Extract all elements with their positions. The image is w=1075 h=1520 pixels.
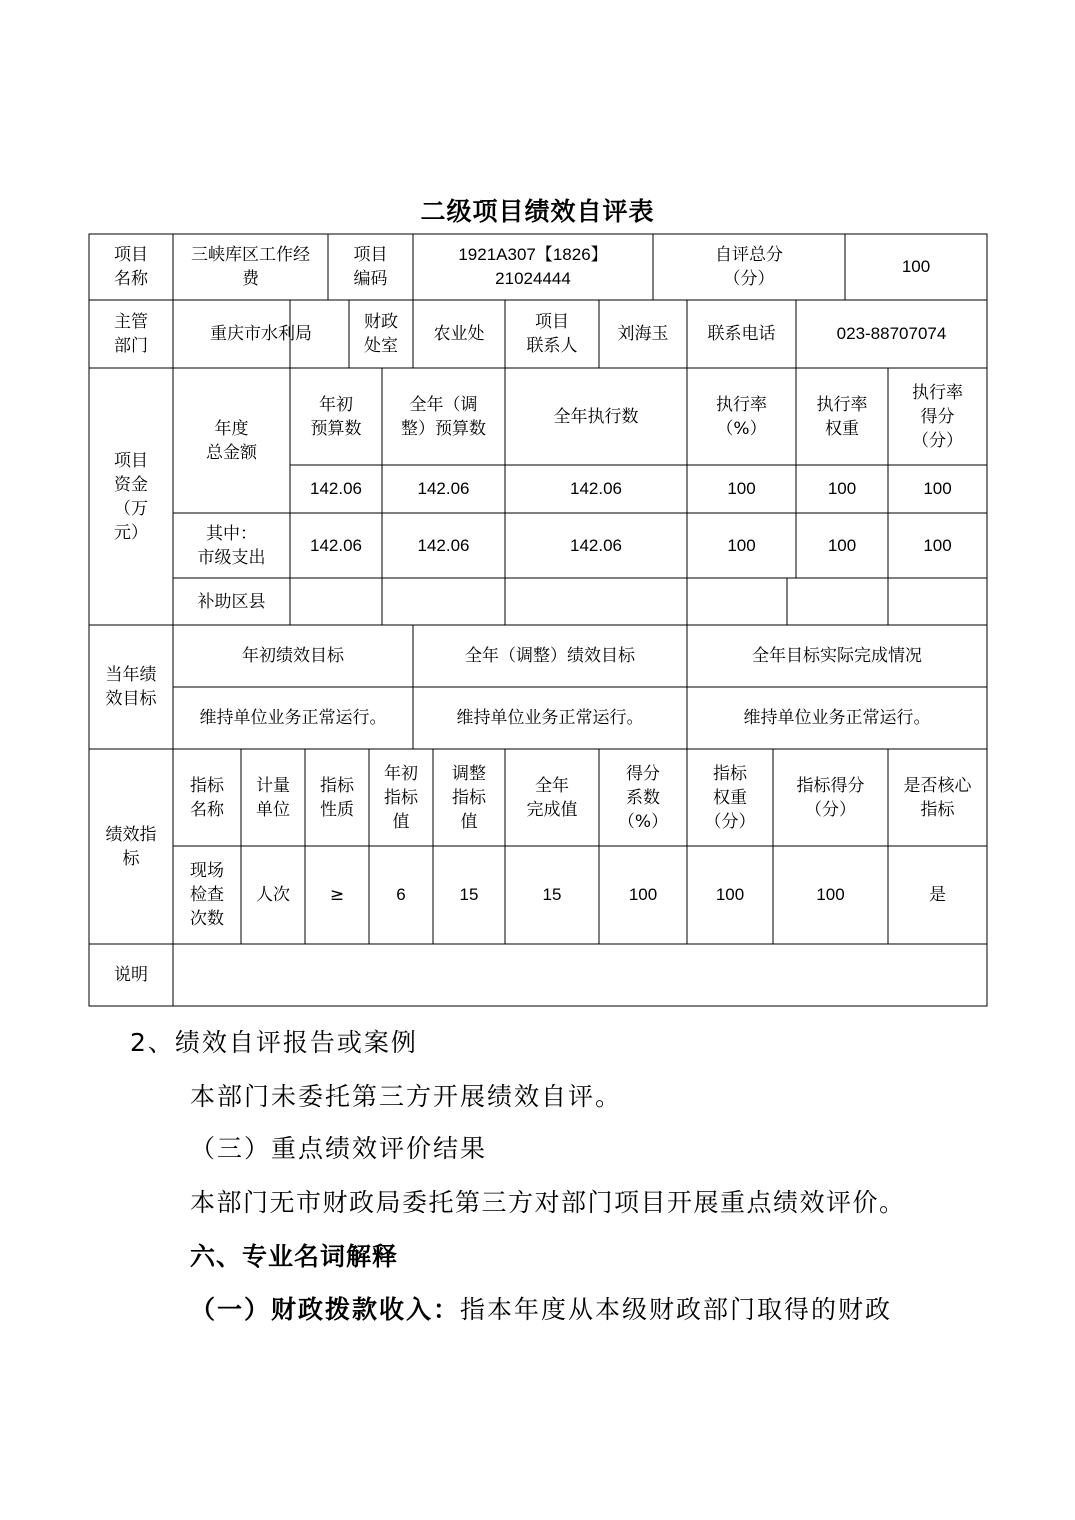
phone-label: 联系电话 — [707, 324, 776, 344]
funds-header: 全年（调 整）预算数 — [401, 394, 486, 439]
paragraph: 本部门无市财政局委托第三方对部门项目开展重点绩效评价。 — [190, 1188, 906, 1217]
indicator-header: 指标得分 （分） — [796, 775, 865, 820]
term-definition: 指本年度从本级财政部门取得的财政 — [460, 1295, 893, 1324]
indicator-cell: 15 — [542, 885, 562, 904]
contact-label: 项目 联系人 — [526, 312, 578, 356]
total-score: 100 — [901, 257, 931, 276]
dept: 重庆市水利局 — [210, 324, 312, 344]
note-label: 说明 — [114, 965, 148, 985]
goals-header: 全年（调整）绩效目标 — [465, 646, 635, 666]
indicator-header: 得分 系数 （%） — [617, 763, 669, 832]
goals-value: 维持单位业务正常运行。 — [199, 708, 387, 728]
indicator-header: 计量 单位 — [256, 775, 290, 820]
section-heading: 六、专业名词解释 — [190, 1242, 399, 1271]
funds-city-cell: 100 — [923, 535, 952, 555]
indicator-cell: 人次 — [256, 885, 290, 905]
indicator-cell: 是 — [929, 885, 946, 905]
indicator-header: 全年 完成值 — [526, 775, 578, 820]
term-label: （一）财政拨款收入： — [190, 1295, 461, 1324]
finance-office-label: 财政 处室 — [364, 312, 398, 356]
phone: 023-88707074 — [836, 324, 947, 343]
goals-value: 维持单位业务正常运行。 — [456, 708, 644, 728]
funds-header: 执行率 （%） — [716, 394, 767, 439]
annual-total-label: 年度 总金额 — [206, 418, 257, 463]
funds-total-cell: 100 — [827, 479, 857, 498]
indicator-header: 是否核心 指标 — [903, 775, 972, 820]
indicator-header: 指标 权重 （分） — [704, 763, 756, 832]
project-name-label: 项目 名称 — [114, 245, 148, 289]
indicator-header: 指标 性质 — [320, 775, 354, 820]
indicator-cell: 100 — [816, 885, 845, 904]
funds-total-cell: 142.06 — [310, 479, 362, 498]
goals-header: 年初绩效目标 — [242, 646, 344, 666]
funds-total-cell: 100 — [727, 479, 756, 498]
table-title: 二级项目绩效自评表 — [420, 197, 655, 226]
funds-city-cell: 100 — [827, 535, 857, 555]
finance-office: 农业处 — [433, 324, 485, 344]
indicator-cell: 15 — [459, 885, 479, 904]
funds-city-cell: 142.06 — [570, 535, 622, 555]
funds-section-label: 项目 资金 （万 元） — [114, 450, 148, 543]
indicator-cell: 100 — [715, 885, 745, 904]
project-name: 三峡库区工作经 费 — [191, 245, 310, 289]
indicator-cell: 现场 检查 次数 — [190, 861, 224, 929]
project-code: 1921A307【1826】 21024444 — [458, 245, 608, 288]
funds-header: 执行率 权重 — [816, 394, 868, 439]
paragraph — [190, 1290, 892, 1326]
contact: 刘海玉 — [617, 324, 669, 344]
total-score-label: 自评总分 （分） — [715, 245, 783, 289]
funds-total-cell: 142.06 — [417, 479, 470, 498]
goals-section-label: 当年绩 效目标 — [105, 665, 157, 709]
section-heading: 2、绩效自评报告或案例 — [130, 1028, 418, 1057]
funds-city-cell: 142.06 — [310, 535, 362, 555]
indicators-section-label: 绩效指 标 — [105, 824, 157, 869]
funds-total-cell: 142.06 — [570, 479, 622, 498]
indicator-header: 指标 名称 — [190, 775, 224, 820]
goals-value: 维持单位业务正常运行。 — [743, 708, 931, 728]
project-code-label: 项目 编码 — [353, 245, 388, 289]
city-expense-label: 其中： 市级支出 — [197, 523, 266, 568]
funds-header: 全年执行数 — [553, 406, 639, 427]
indicator-cell: ≥ — [329, 885, 345, 905]
funds-city-cell: 100 — [727, 535, 756, 555]
funds-city-cell: 142.06 — [417, 535, 470, 555]
funds-total-cell: 100 — [923, 479, 952, 498]
indicator-header: 调整 指标 值 — [452, 763, 486, 832]
paragraph: 本部门未委托第三方开展绩效自评。 — [190, 1082, 623, 1111]
funds-header: 年初 预算数 — [310, 394, 362, 439]
funds-header: 执行率 得分 （分） — [912, 382, 963, 451]
indicator-cell: 6 — [396, 885, 406, 904]
dept-label: 主管 部门 — [114, 312, 148, 356]
county-subsidy-label: 补助区县 — [197, 591, 266, 612]
section-heading: （三）重点绩效评价结果 — [190, 1134, 488, 1163]
indicator-cell: 100 — [628, 885, 658, 904]
indicator-header: 年初 指标 值 — [384, 763, 418, 832]
goals-header: 全年目标实际完成情况 — [752, 646, 922, 666]
